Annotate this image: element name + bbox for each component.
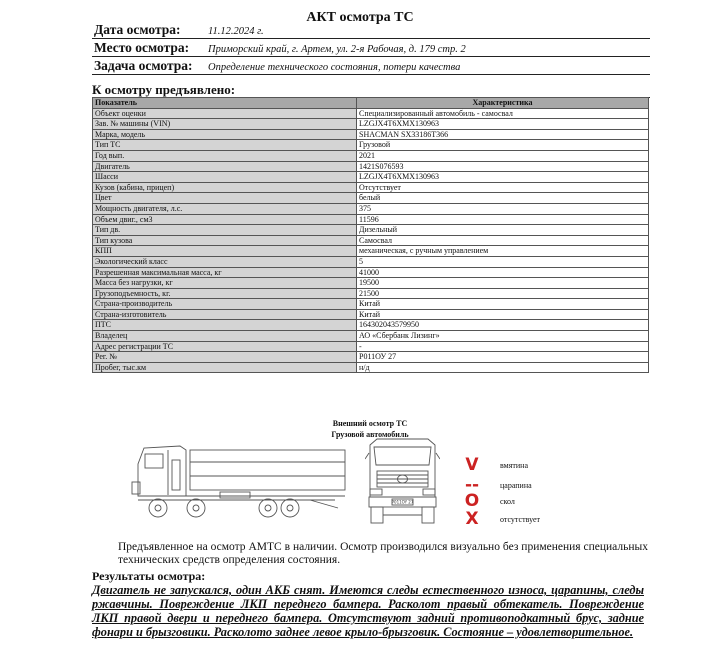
header-characteristic: Характеристика bbox=[357, 98, 649, 109]
spec-parameter: КПП bbox=[93, 246, 357, 257]
wheel bbox=[149, 499, 167, 517]
spec-parameter: Страна-производитель bbox=[93, 299, 357, 310]
spec-value: 11596 bbox=[357, 214, 649, 225]
table-row bbox=[93, 119, 649, 130]
spec-value: АО «Сбербанк Лизинг» bbox=[357, 331, 649, 342]
diagram-title-line1: Внешний осмотр ТС bbox=[332, 419, 408, 428]
front-bumper bbox=[132, 482, 140, 494]
table-row bbox=[93, 278, 649, 289]
inspection-date-row bbox=[92, 22, 650, 39]
spec-parameter: Марка, модель bbox=[93, 129, 357, 140]
inspection-place-label: Место осмотра: bbox=[94, 40, 190, 55]
table-row bbox=[93, 108, 649, 119]
spec-parameter: Пробег, тыс.км bbox=[93, 362, 357, 373]
vehicle-spec-table bbox=[92, 97, 649, 373]
spec-parameter: Разрешенная максимальная масса, кг bbox=[93, 267, 357, 278]
front-wheel-right bbox=[422, 507, 434, 523]
spec-parameter: Объект оценки bbox=[93, 108, 357, 119]
table-row bbox=[93, 331, 649, 342]
table-row bbox=[93, 235, 649, 246]
legend-label: отсутствует bbox=[500, 515, 541, 524]
table-row bbox=[93, 203, 649, 214]
presented-section-title: К осмотру предъявлено: bbox=[92, 82, 650, 98]
table-row bbox=[93, 341, 649, 352]
spec-value: Отсутствует bbox=[357, 182, 649, 193]
spec-parameter: Экологический класс bbox=[93, 256, 357, 267]
table-row bbox=[93, 172, 649, 183]
table-row bbox=[93, 267, 649, 278]
spec-parameter: Зав. № машины (VIN) bbox=[93, 119, 357, 130]
truck-front-view bbox=[365, 437, 440, 525]
spec-parameter: Страна-изготовитель bbox=[93, 309, 357, 320]
spec-value: 164302043579950 bbox=[357, 320, 649, 331]
inspection-note-text: Предъявленное на осмотр АМТС в наличии. Осмотр производился визуально без применения специальных технических средств определения состояния. bbox=[118, 541, 648, 566]
spec-parameter: Год вып. bbox=[93, 150, 357, 161]
spec-value: Грузовой bbox=[357, 140, 649, 151]
spec-parameter: ПТС bbox=[93, 320, 357, 331]
table-row bbox=[93, 129, 649, 140]
truck-side-view bbox=[130, 440, 355, 520]
table-row bbox=[93, 193, 649, 204]
spec-value: LZGJX4T6XMX130963 bbox=[357, 172, 649, 183]
inspection-place-row bbox=[92, 40, 650, 57]
spec-value: 41000 bbox=[357, 267, 649, 278]
spec-parameter: Адрес регистрации ТС bbox=[93, 341, 357, 352]
results-label: Результаты осмотра: bbox=[92, 569, 206, 583]
spec-parameter: Объем двиг., см3 bbox=[93, 214, 357, 225]
spec-parameter: Кузов (кабина, прицеп) bbox=[93, 182, 357, 193]
diagram-title-line2: Грузовой автомобиль bbox=[331, 430, 409, 439]
table-row bbox=[93, 256, 649, 267]
inspection-task-label: Задача осмотра: bbox=[94, 58, 193, 73]
wheel bbox=[281, 499, 299, 517]
spec-parameter: Рег. № bbox=[93, 352, 357, 363]
spec-value: 19500 bbox=[357, 278, 649, 289]
inspection-date-label: Дата осмотра: bbox=[94, 22, 181, 37]
table-row bbox=[93, 140, 649, 151]
spec-value: Китай bbox=[357, 299, 649, 310]
spec-value: н/д bbox=[357, 362, 649, 373]
spec-value: LZGJX4T6XMX130963 bbox=[357, 119, 649, 130]
table-row bbox=[93, 320, 649, 331]
dent-icon: V bbox=[465, 455, 479, 475]
table-row bbox=[93, 225, 649, 236]
table-row bbox=[93, 299, 649, 310]
headlight-left bbox=[370, 489, 382, 495]
table-row bbox=[93, 182, 649, 193]
legend-label: царапина bbox=[500, 481, 532, 490]
spec-parameter: Масса без нагрузки, кг bbox=[93, 278, 357, 289]
headlight-right bbox=[423, 489, 435, 495]
table-row bbox=[93, 161, 649, 172]
spec-value: белый bbox=[357, 193, 649, 204]
table-row bbox=[93, 214, 649, 225]
table-row bbox=[93, 309, 649, 320]
table-row bbox=[93, 288, 649, 299]
cab-outline bbox=[138, 446, 186, 496]
table-header-row bbox=[93, 98, 649, 109]
header-parameter: Показатель bbox=[93, 98, 357, 109]
spec-parameter: Тип кузова bbox=[93, 235, 357, 246]
spec-value: Р011ОУ 27 bbox=[357, 352, 649, 363]
spec-parameter: Владелец bbox=[93, 331, 357, 342]
legend-label: скол bbox=[500, 497, 515, 506]
dump-body bbox=[190, 450, 345, 490]
spec-parameter: Двигатель bbox=[93, 161, 357, 172]
windshield bbox=[374, 447, 431, 465]
spec-value: 21500 bbox=[357, 288, 649, 299]
spec-parameter: Грузоподъемность, кг. bbox=[93, 288, 357, 299]
table-row bbox=[93, 352, 649, 363]
spec-parameter: Тип ТС bbox=[93, 140, 357, 151]
spec-value: - bbox=[357, 341, 649, 352]
spec-parameter: Цвет bbox=[93, 193, 357, 204]
spec-parameter: Мощность двигателя, л.с. bbox=[93, 203, 357, 214]
wheel bbox=[259, 499, 277, 517]
spec-value: механическая, с ручным управлением bbox=[357, 246, 649, 257]
spec-value: Дизельный bbox=[357, 225, 649, 236]
inspection-task-row bbox=[92, 58, 650, 75]
legend-label: вмятина bbox=[500, 461, 528, 470]
spec-value: Китай bbox=[357, 309, 649, 320]
inspection-task-value: Определение технического состояния, потери качества bbox=[208, 62, 461, 73]
spec-value: Специализированный автомобиль - самосвал bbox=[357, 108, 649, 119]
spec-value: Самосвал bbox=[357, 235, 649, 246]
spec-value: 5 bbox=[357, 256, 649, 267]
chip-icon: O bbox=[464, 491, 480, 511]
plate-text: P011OY 27 bbox=[391, 499, 414, 505]
wheel bbox=[187, 499, 205, 517]
table-row bbox=[93, 150, 649, 161]
spec-value: 375 bbox=[357, 203, 649, 214]
cab-front-outline bbox=[370, 439, 435, 497]
spec-value: 2021 bbox=[357, 150, 649, 161]
table-row bbox=[93, 362, 649, 373]
missing-icon: X bbox=[465, 509, 479, 529]
scratch-icon: -- bbox=[464, 475, 480, 495]
inspection-note bbox=[92, 541, 648, 567]
document-title: АКТ осмотра ТС bbox=[306, 10, 414, 25]
front-wheel-left bbox=[371, 507, 383, 523]
spec-value: 1421S076593 bbox=[357, 161, 649, 172]
spec-parameter: Шасси bbox=[93, 172, 357, 183]
inspection-place-value: Приморский край, г. Артем, ул. 2-я Рабочая, д. 179 стр. 2 bbox=[208, 44, 466, 55]
spec-parameter: Тип дв. bbox=[93, 225, 357, 236]
table-row bbox=[93, 246, 649, 257]
inspection-date-value: 11.12.2024 г. bbox=[208, 26, 264, 37]
results-text: Двигатель не запускался, один АКБ снят. Имеются следы естественного износа, царапины, следы ржавчины. Повреждение ЛКП переднего бампера. Расколот правый обтекатель. Повреждение ЛКП правой двери и переднего бампера. Отсутствуют задний противоподкатный брус, задние фонари и брызговики. Расколото заднее левое крыло-брызговик. Состояние – удовлетворительное. bbox=[92, 583, 644, 639]
cab-window bbox=[145, 454, 163, 468]
spec-value: SHACMAN SX33186T366 bbox=[357, 129, 649, 140]
